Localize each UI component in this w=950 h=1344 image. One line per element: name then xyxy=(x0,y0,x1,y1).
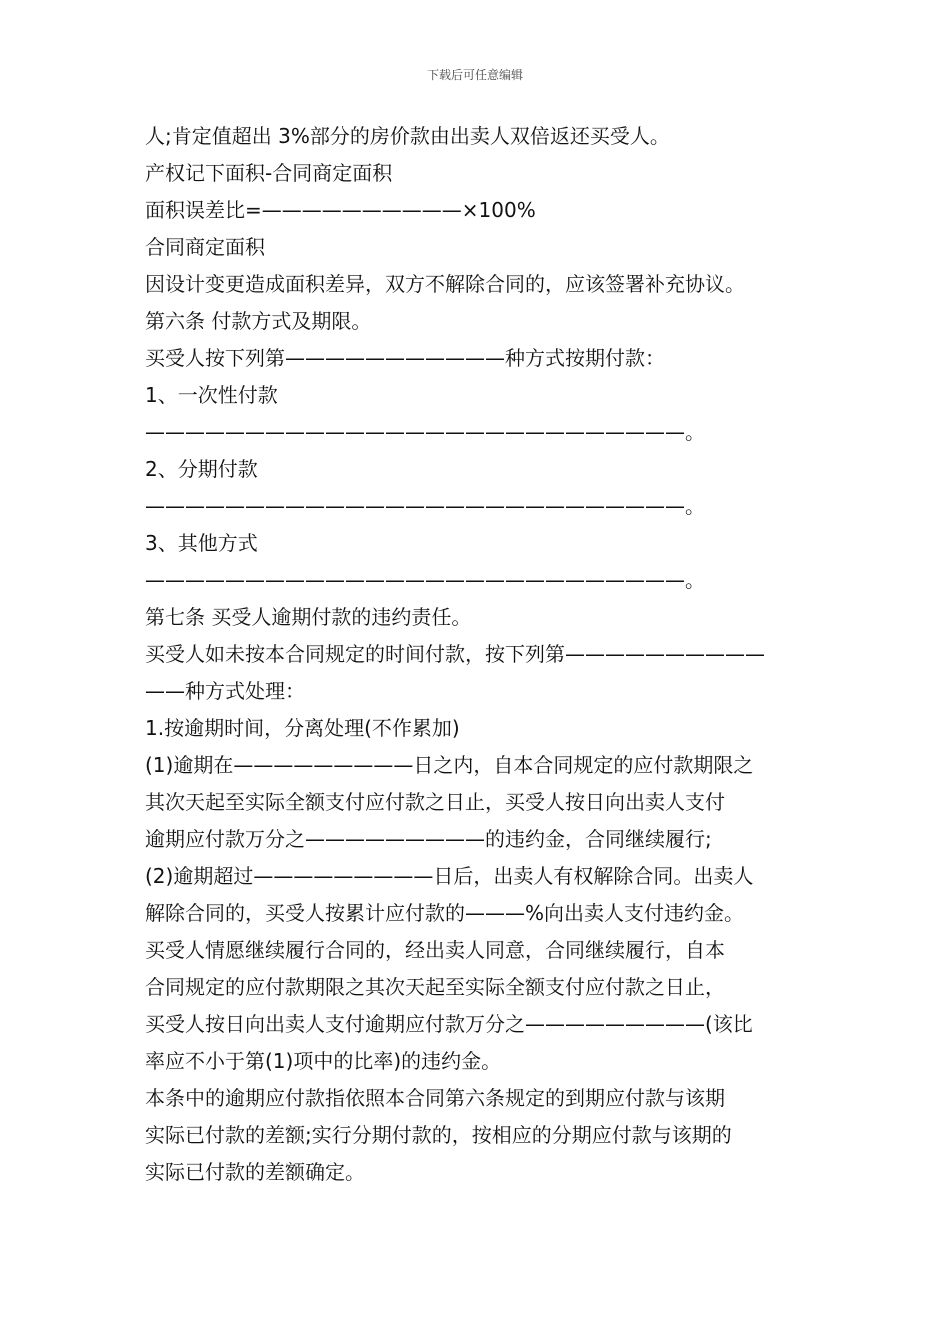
text-line: 逾期应付款万分之—————————的违约金，合同继续履行; xyxy=(145,827,712,851)
text-line: 买受人如未按本合同规定的时间付款，按下列第—————————— xyxy=(145,642,765,666)
text-line: 1.按逾期时间，分离处理(不作累加) xyxy=(145,716,460,740)
fill-in-blank: ———————————————————————————。 xyxy=(145,568,705,592)
formula-line: 面积误差比=——————————×100% xyxy=(145,198,536,222)
document-body xyxy=(145,118,815,1191)
text-line: 买受人按日向出卖人支付逾期应付款万分之—————————(该比 xyxy=(145,1012,753,1036)
text-line: 实际已付款的差额;实行分期付款的，按相应的分期应付款与该期的 xyxy=(145,1123,732,1147)
text-line: 其次天起至实际全额支付应付款之日止，买受人按日向出卖人支付 xyxy=(145,790,725,814)
fill-in-blank: ———————————————————————————。 xyxy=(145,494,705,518)
section-title: 第六条 付款方式及期限。 xyxy=(145,309,372,333)
text-line: ——种方式处理： xyxy=(145,679,305,703)
text-line: 合同规定的应付款期限之其次天起至实际全额支付应付款之日止， xyxy=(145,975,725,999)
text-line: 买受人按下列第———————————种方式按期付款： xyxy=(145,346,665,370)
text-line: 因设计变更造成面积差异，双方不解除合同的，应该签署补充协议。 xyxy=(145,272,745,296)
list-item: 2、分期付款 xyxy=(145,457,258,481)
text-line: 人;肯定值超出 3%部分的房价款由出卖人双倍返还买受人。 xyxy=(145,124,670,148)
text-line: (1)逾期在—————————日之内，自本合同规定的应付款期限之 xyxy=(145,753,754,777)
fill-in-blank: ———————————————————————————。 xyxy=(145,420,705,444)
section-title: 第七条 买受人逾期付款的违约责任。 xyxy=(145,605,472,629)
text-line: 本条中的逾期应付款指依照本合同第六条规定的到期应付款与该期 xyxy=(145,1086,725,1110)
list-item: 3、其他方式 xyxy=(145,531,258,555)
text-line: 产权记下面积-合同商定面积 xyxy=(145,161,393,185)
list-item: 1、一次性付款 xyxy=(145,383,278,407)
text-line: 买受人情愿继续履行合同的，经出卖人同意，合同继续履行，自本 xyxy=(145,938,725,962)
text-line: 合同商定面积 xyxy=(145,235,265,259)
text-line: (2)逾期超过—————————日后，出卖人有权解除合同。出卖人 xyxy=(145,864,754,888)
text-line: 解除合同的，买受人按累计应付款的———%向出卖人支付违约金。 xyxy=(145,901,745,925)
page-header: 下载后可任意编辑 xyxy=(426,68,523,82)
text-line: 率应不小于第(1)项中的比率)的违约金。 xyxy=(145,1049,502,1073)
text-line: 实际已付款的差额确定。 xyxy=(145,1160,365,1184)
